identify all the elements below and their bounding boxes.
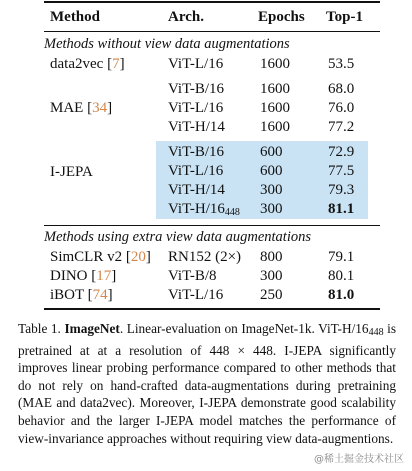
- watermark: @稀土掘金技术社区: [314, 454, 404, 465]
- table-cell: ViT-B/16: [168, 144, 225, 160]
- section-augment-title: Methods using extra view data augmentations: [44, 229, 312, 245]
- table-cell: 76.0: [328, 100, 355, 116]
- row-method-data2vec: data2vec [7]: [50, 56, 125, 72]
- table-cell: 1600: [260, 119, 290, 135]
- table-cell: 300: [260, 182, 283, 198]
- table-cell: ViT-B/16: [168, 81, 225, 97]
- table-cell: 600: [260, 144, 283, 160]
- table-cell-best: 81.1: [328, 201, 355, 217]
- table-cell: 68.0: [328, 81, 355, 97]
- table-cell: ViT-L/16: [168, 100, 224, 116]
- header-epochs: Epochs: [258, 9, 305, 25]
- table-cell: ViT-L/16: [168, 287, 224, 303]
- table-cell: 53.5: [328, 56, 355, 72]
- caption-subscript: 448: [368, 327, 384, 338]
- table-cell: 72.9: [328, 144, 355, 160]
- table-cell: 800: [260, 249, 283, 265]
- table-cell: 1600: [260, 100, 290, 116]
- caption-title: ImageNet: [64, 321, 120, 336]
- table-cell: 1600: [260, 56, 290, 72]
- header-arch: Arch.: [168, 9, 204, 25]
- table-caption: [18, 320, 396, 447]
- caption-text-cont: is pretrained at at a resolution of 448 × 448. I-JEPA significantly improves linear probing performance compared to other methods that do not rely on hand-crafted data-augmentations during pretraining (MAE and data2vec). Moreover, I-JEPA demonstrate good scalability behavior and the larger I-JEPA model matches the performance of view-invariance approaches without requiring view data-augmentions.: [18, 321, 397, 446]
- table-cell: 600: [260, 163, 283, 179]
- header-top1: Top-1: [326, 9, 363, 25]
- table-cell: 79.1: [328, 249, 355, 265]
- table-cell: RN152 (2×): [168, 249, 242, 265]
- table-cell: ViT-$H/16_{448}$: [168, 201, 240, 218]
- row-method-ijepa: I-JEPA: [50, 164, 93, 180]
- table-cell: ViT-L/16: [168, 56, 224, 72]
- table-cell: ViT-H/14: [168, 119, 225, 135]
- table-cell: 77.2: [328, 119, 355, 135]
- table-cell: 300: [260, 268, 283, 284]
- top-rule: [44, 1, 380, 3]
- table-cell: ViT-L/16: [168, 163, 224, 179]
- bottom-rule: [44, 308, 380, 310]
- row-method-dino: DINO [17]: [50, 268, 117, 284]
- caption-label: Table 1.: [18, 321, 61, 336]
- table-cell: ViT-H/14: [168, 182, 225, 198]
- section-no-augment-title: Methods without view data augmentations: [44, 36, 290, 52]
- table-cell: 80.1: [328, 268, 355, 284]
- table-cell: ViT-B/8: [168, 268, 217, 284]
- row-method-simclr: SimCLR v2 [20]: [50, 249, 151, 265]
- header-method: Method: [50, 9, 100, 25]
- table-cell: 250: [260, 287, 283, 303]
- table-cell-best: 81.0: [328, 287, 355, 303]
- row-method-ibot: iBOT [74]: [50, 287, 113, 303]
- table-cell: 1600: [260, 81, 290, 97]
- table-cell: 77.5: [328, 163, 355, 179]
- table-cell: 79.3: [328, 182, 355, 198]
- header-rule: [44, 31, 380, 32]
- caption-text: . Linear-evaluation on ImageNet-1k. ViT-H/16: [119, 321, 369, 336]
- table-cell: 300: [260, 201, 283, 217]
- row-method-mae: MAE [34]: [50, 100, 113, 116]
- section-rule: [44, 225, 380, 226]
